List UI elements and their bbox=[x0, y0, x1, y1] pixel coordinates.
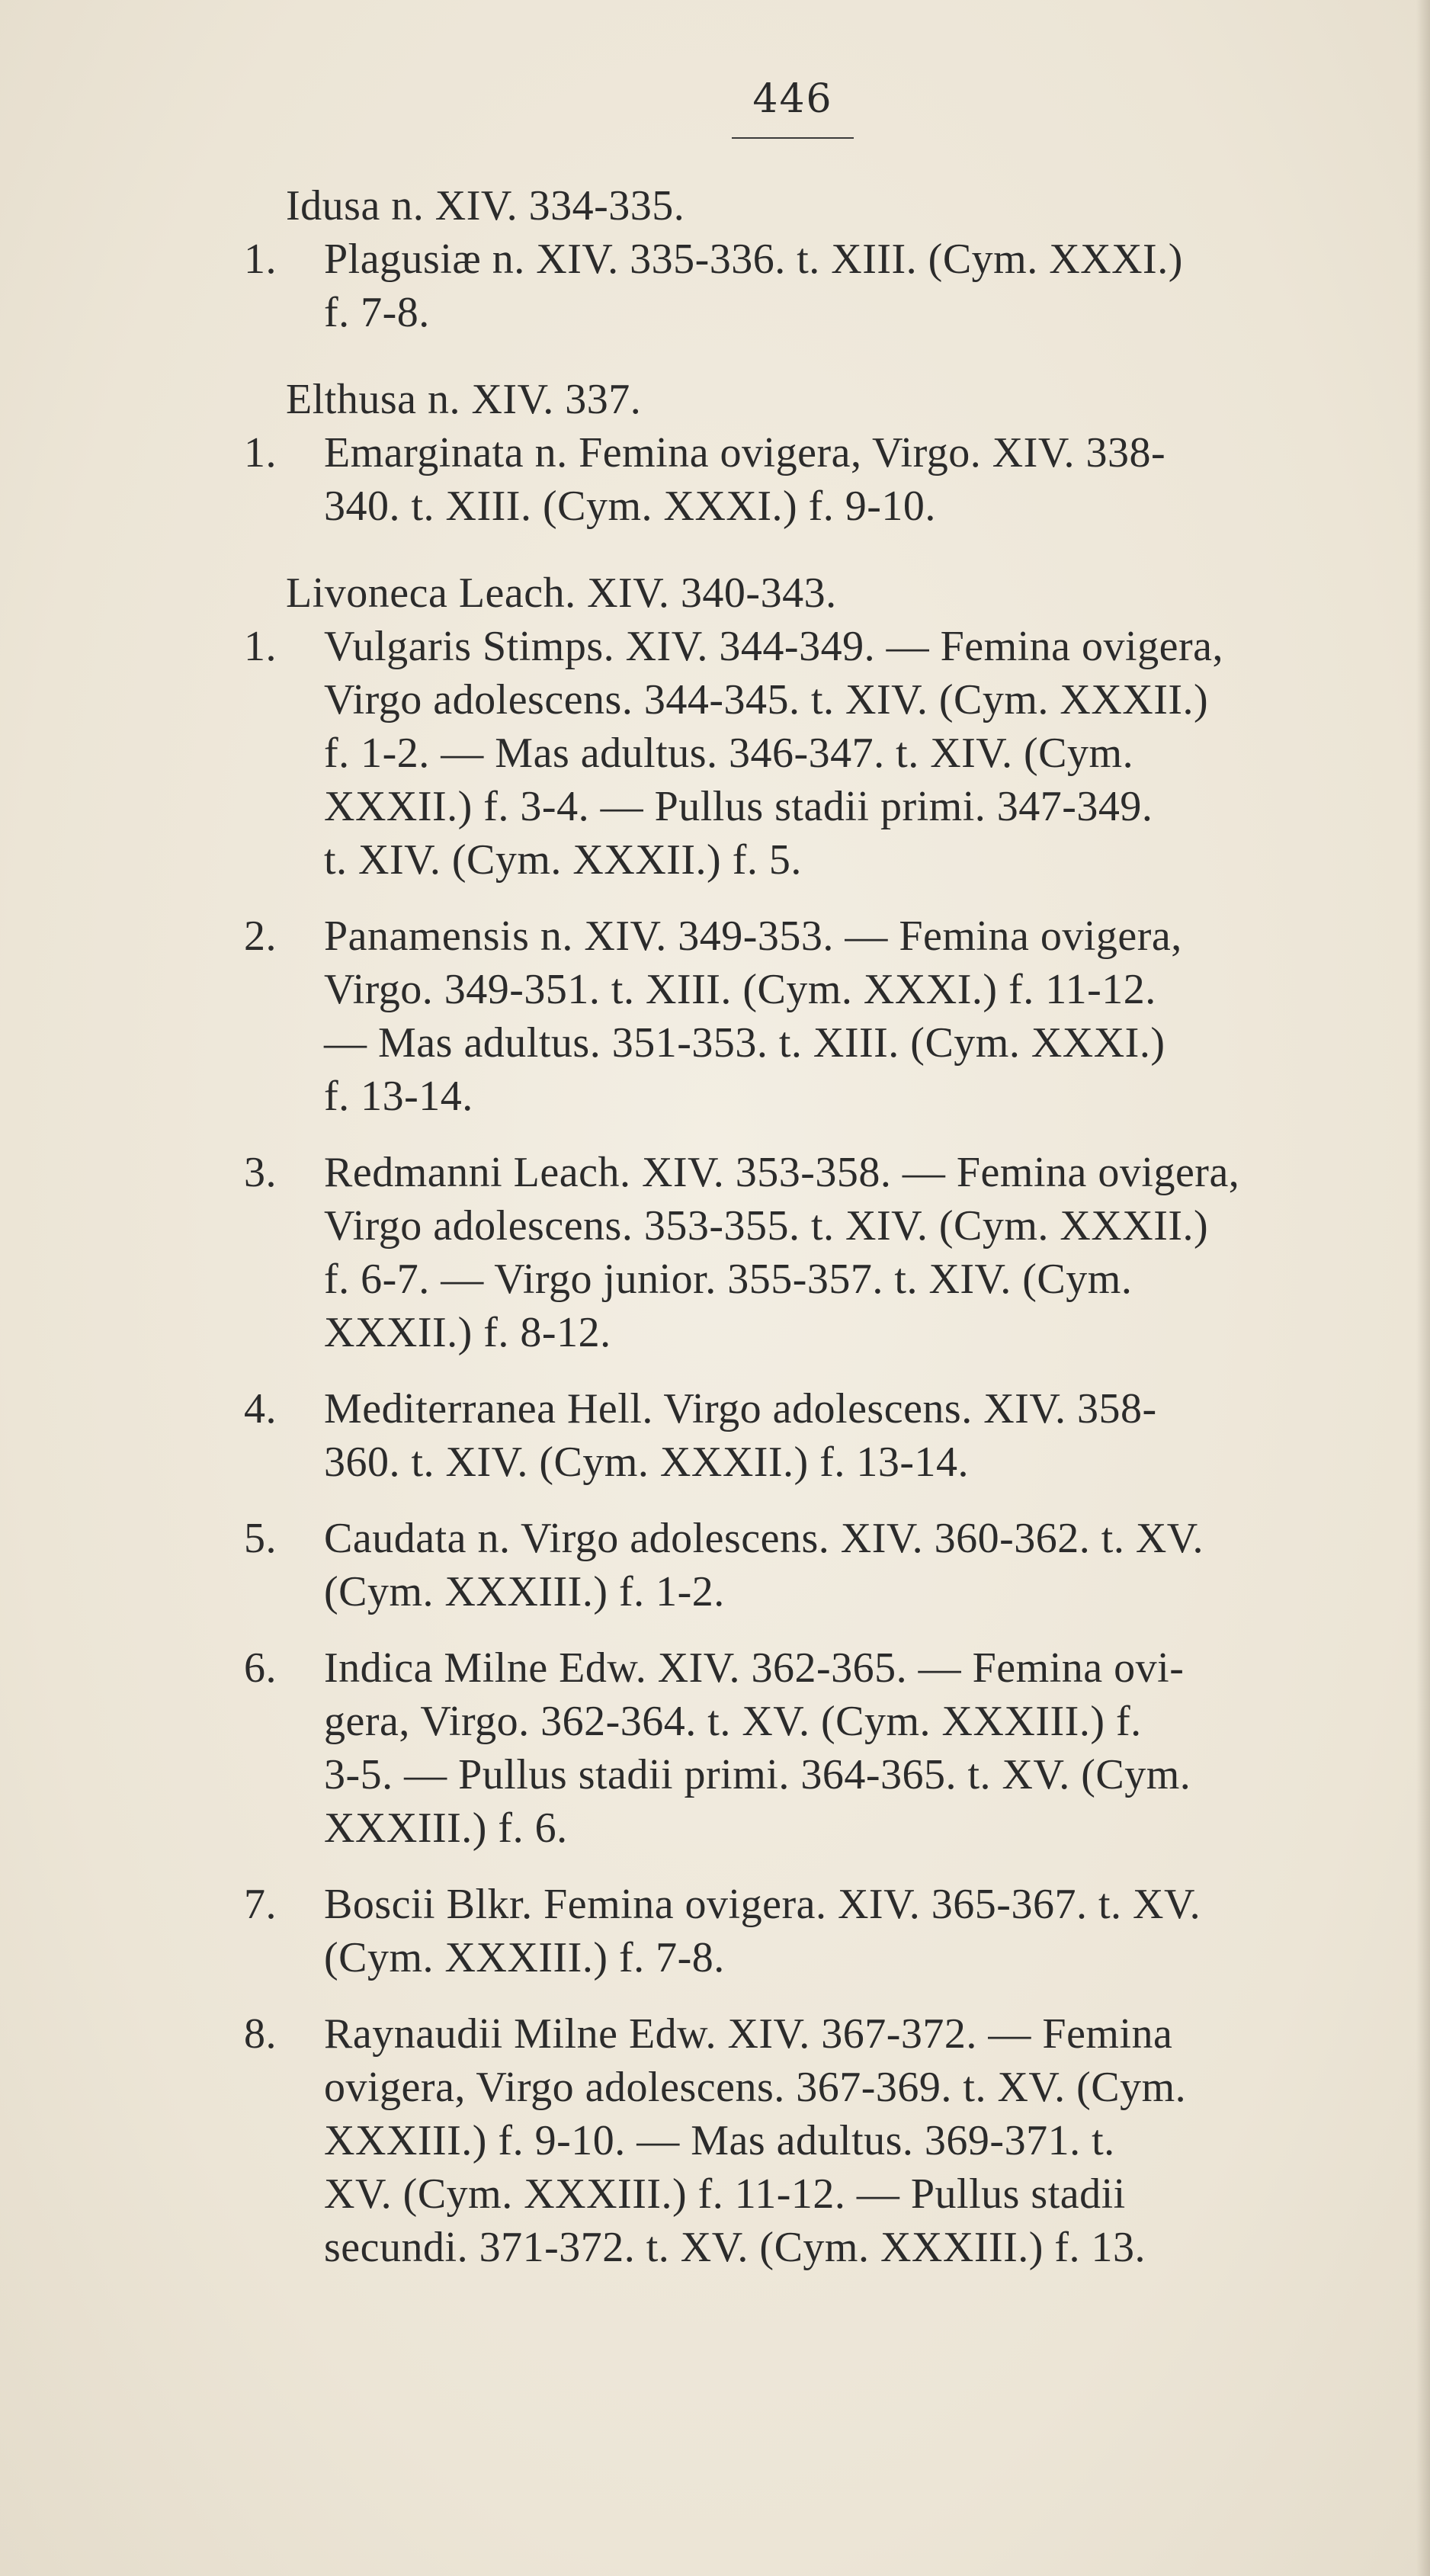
entry-line: Virgo adolescens. 353-355. t. XIV. (Cym. XXXII.) bbox=[324, 1202, 1209, 1250]
species-entry bbox=[244, 620, 1384, 887]
entry-line: (Cym. XXXIII.) f. 1-2. bbox=[324, 1568, 725, 1615]
species-entry bbox=[244, 1146, 1384, 1359]
entry-number: 2. bbox=[244, 913, 277, 960]
entry-number: 4. bbox=[244, 1385, 277, 1432]
entry-line: XXXIII.) f. 6. bbox=[324, 1804, 568, 1852]
entry-number: 7. bbox=[244, 1881, 277, 1928]
genus-heading-idusa: Idusa n. XIV. 334-335. bbox=[286, 182, 685, 229]
entry-number: 3. bbox=[244, 1149, 277, 1196]
entry-line: Virgo adolescens. 344-345. t. XIV. (Cym. XXXII.) bbox=[324, 676, 1209, 723]
entry-number: 6. bbox=[244, 1644, 277, 1692]
entry-line: Virgo. 349-351. t. XIII. (Cym. XXXI.) f. 11-12. bbox=[324, 966, 1156, 1013]
species-entry bbox=[244, 1641, 1384, 1855]
entry-line: XXXII.) f. 3-4. — Pullus stadii primi. 347-349. bbox=[324, 783, 1153, 830]
entry-line: secundi. 371-372. t. XV. (Cym. XXXIII.) f. 13. bbox=[324, 2224, 1146, 2271]
species-entry bbox=[244, 909, 1384, 1123]
header-rule bbox=[732, 137, 854, 139]
entry-line: XXXIII.) f. 9-10. — Mas adultus. 369-371. t. bbox=[324, 2117, 1115, 2164]
entry-line: Indica Milne Edw. XIV. 362-365. — Femina ovi- bbox=[324, 1644, 1185, 1692]
entry-line: f. 6-7. — Virgo junior. 355-357. t. XIV. (Cym. bbox=[324, 1256, 1133, 1303]
genus-heading-livoneca: Livoneca Leach. XIV. 340-343. bbox=[286, 569, 837, 617]
entry-line: Emarginata n. Femina ovigera, Virgo. XIV. 338- bbox=[324, 429, 1166, 476]
entry-line: Boscii Blkr. Femina ovigera. XIV. 365-367. t. XV. bbox=[324, 1881, 1201, 1928]
page-number: 446 bbox=[752, 76, 833, 122]
entry-line: XV. (Cym. XXXIII.) f. 11-12. — Pullus stadii bbox=[324, 2170, 1126, 2218]
entry-number: 1. bbox=[244, 429, 277, 476]
species-entry bbox=[244, 1512, 1384, 1618]
entry-line: — Mas adultus. 351-353. t. XIII. (Cym. XXXI.) bbox=[324, 1019, 1165, 1067]
entry-number: 1. bbox=[244, 236, 277, 283]
entry-line: XXXII.) f. 8-12. bbox=[324, 1309, 611, 1356]
entry-line: Panamensis n. XIV. 349-353. — Femina ovigera, bbox=[324, 913, 1182, 960]
species-entry bbox=[244, 1382, 1384, 1489]
genus-heading-elthusa: Elthusa n. XIV. 337. bbox=[286, 376, 642, 423]
index-text-block bbox=[244, 179, 1384, 2274]
species-entry bbox=[244, 2007, 1384, 2274]
entry-line: f. 13-14. bbox=[324, 1073, 473, 1120]
species-entry bbox=[244, 1878, 1384, 1984]
entry-line: gera, Virgo. 362-364. t. XV. (Cym. XXXIII.) f. bbox=[324, 1698, 1142, 1745]
entry-line: ovigera, Virgo adolescens. 367-369. t. XV. (Cym. bbox=[324, 2064, 1187, 2111]
entry-line: 3-5. — Pullus stadii primi. 364-365. t. XV. (Cym. bbox=[324, 1751, 1191, 1798]
entry-line: Raynaudii Milne Edw. XIV. 367-372. — Femina bbox=[324, 2010, 1173, 2058]
entry-number: 8. bbox=[244, 2010, 277, 2058]
species-entry bbox=[244, 233, 1384, 339]
species-entry bbox=[244, 426, 1384, 533]
entry-line: f. 1-2. — Mas adultus. 346-347. t. XIV. (Cym. bbox=[324, 730, 1134, 777]
entry-line: Redmanni Leach. XIV. 353-358. — Femina ovigera, bbox=[324, 1149, 1240, 1196]
entry-line: (Cym. XXXIII.) f. 7-8. bbox=[324, 1934, 725, 1981]
entry-line: 360. t. XIV. (Cym. XXXII.) f. 13-14. bbox=[324, 1439, 969, 1486]
entry-line: 340. t. XIII. (Cym. XXXI.) f. 9-10. bbox=[324, 483, 936, 530]
entry-number: 5. bbox=[244, 1515, 277, 1562]
entry-line: Plagusiæ n. XIV. 335-336. t. XIII. (Cym. XXXI.) bbox=[324, 236, 1183, 283]
entry-line: t. XIV. (Cym. XXXII.) f. 5. bbox=[324, 836, 802, 884]
page-edge-shadow bbox=[1416, 0, 1430, 2576]
entry-number: 1. bbox=[244, 623, 277, 670]
entry-line: Caudata n. Virgo adolescens. XIV. 360-362. t. XV. bbox=[324, 1515, 1204, 1562]
entry-line: f. 7-8. bbox=[324, 289, 430, 336]
entry-line: Mediterranea Hell. Virgo adolescens. XIV. 358- bbox=[324, 1385, 1157, 1432]
entry-line: Vulgaris Stimps. XIV. 344-349. — Femina ovigera, bbox=[324, 623, 1223, 670]
